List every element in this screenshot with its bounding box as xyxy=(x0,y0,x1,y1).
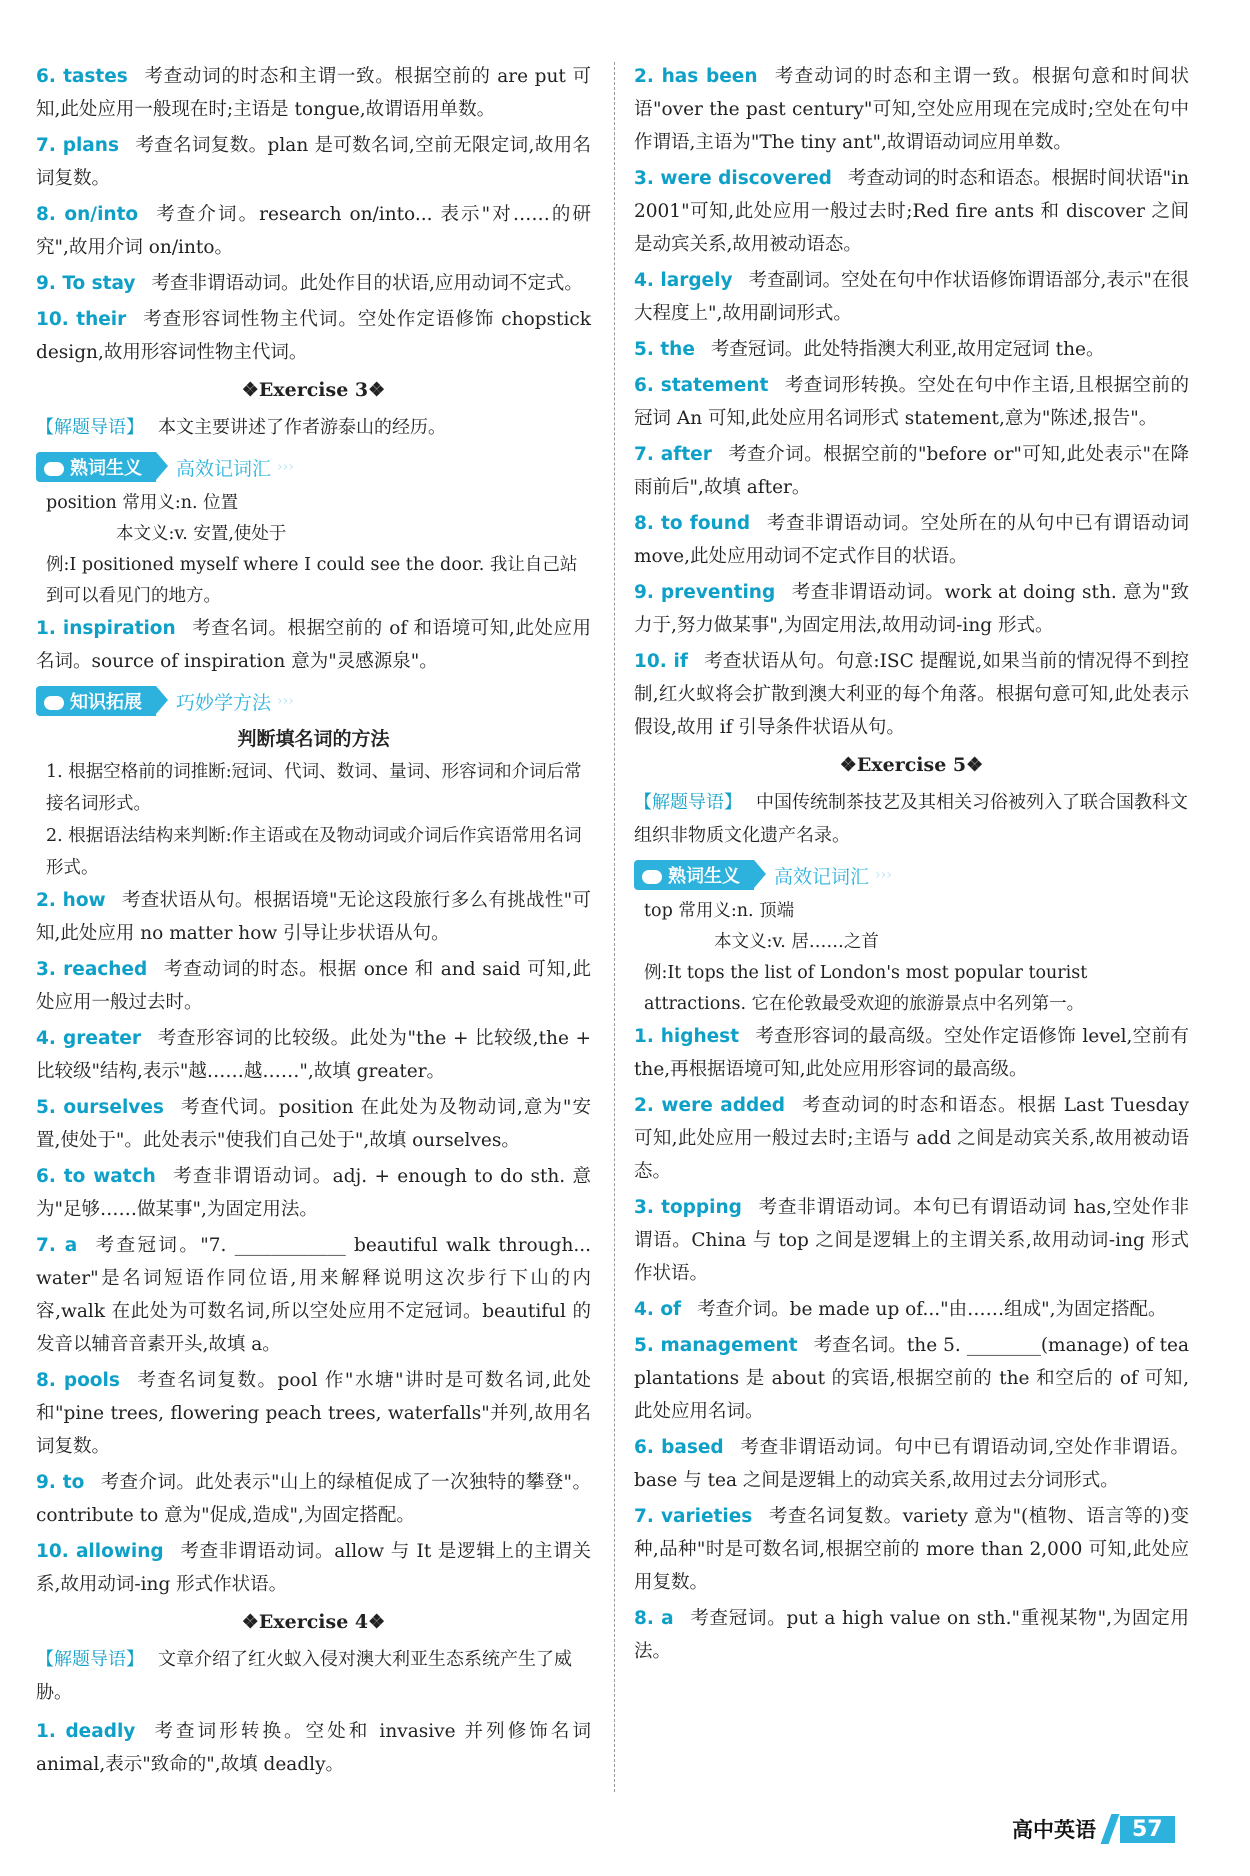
answer-item xyxy=(36,1022,591,1088)
left-column xyxy=(36,60,591,1784)
answer-key: 9. To stay xyxy=(36,273,136,294)
answer-key: 6. statement xyxy=(634,375,769,396)
answer-explanation: 考查非谓语动词。本句已有谓语动词 has,空处作非谓语。China 与 top 之间是逻辑上的主谓关系,故用动词-ing 形式作状语。 xyxy=(634,1197,1189,1284)
answer-key: 7. varieties xyxy=(634,1506,753,1527)
answer-key: 6. to watch xyxy=(36,1166,156,1187)
answer-key: 5. the xyxy=(634,339,695,360)
answer-key: 9. to xyxy=(36,1472,85,1493)
guide-note xyxy=(36,411,591,444)
knowledge-banner xyxy=(36,684,591,718)
answer-explanation: 考查词形转换。空处和 invasive 并列修饰名词 animal,表示"致命的",故填 deadly。 xyxy=(36,1721,591,1775)
answer-item xyxy=(634,1431,1189,1497)
answer-key: 4. largely xyxy=(634,270,733,291)
answer-item xyxy=(36,1229,591,1361)
answer-key: 2. were added xyxy=(634,1095,786,1116)
answer-explanation: 考查介词。此处表示"山上的绿植促成了一次独特的攀登"。contribute to 意为"促成,造成",为固定搭配。 xyxy=(36,1472,591,1526)
answer-key: 10. allowing xyxy=(36,1541,164,1562)
answer-explanation: 考查非谓语动词。adj. + enough to do sth. 意为"足够……做某事",为固定用法。 xyxy=(36,1166,591,1220)
answer-item xyxy=(634,576,1189,642)
answer-explanation: 考查动词的时态和语态。根据时间状语"in 2001"可知,此处应用一般过去时;Red fire ants 和 discover 之间是动宾关系,故用被动语态。 xyxy=(634,168,1190,255)
answer-item xyxy=(36,267,591,300)
footer-subject: 高中英语 xyxy=(1012,1818,1096,1842)
answer-explanation: 考查非谓语动词。work at doing sth. 意为"致力于,努力做某事",为固定用法,故用动词-ing 形式。 xyxy=(634,582,1189,636)
answer-key: 8. on/into xyxy=(36,204,139,225)
answer-key: 4. greater xyxy=(36,1028,141,1049)
answer-item xyxy=(36,1160,591,1226)
vocab-line: position 常用义:n. 位置 xyxy=(46,493,239,513)
guide-note xyxy=(36,1643,591,1709)
banner-tag-text: 熟词生义 xyxy=(668,866,740,887)
vocab-box xyxy=(36,488,591,612)
answer-explanation: 考查介词。根据空前的"before or"可知,此处表示"在降雨前后",故填 after。 xyxy=(634,444,1189,498)
answer-explanation: 考查副词。空处在句中作状语修饰谓语部分,表示"在很大程度上",故用副词形式。 xyxy=(634,270,1189,324)
guide-note xyxy=(634,786,1189,852)
answer-item xyxy=(634,1500,1189,1599)
answer-key: 1. highest xyxy=(634,1026,740,1047)
answer-item xyxy=(36,1535,591,1601)
answer-item xyxy=(634,1293,1189,1326)
guide-label: 【解题导语】 xyxy=(36,1649,144,1670)
footer-slash-decoration xyxy=(1101,1814,1120,1844)
answer-explanation: 考查形容词的比较级。此处为"the + 比较级,the + 比较级"结构,表示"越……越……",故填 greater。 xyxy=(36,1028,591,1082)
answer-explanation: 考查形容词性物主代词。空处作定语修饰 chopstick design,故用形容词性物主代词。 xyxy=(36,309,591,363)
answer-item xyxy=(634,369,1189,435)
answer-item xyxy=(36,198,591,264)
answer-explanation: 考查介词。research on/into... 表示"对……的研究",故用介词 on/into。 xyxy=(36,204,591,258)
answer-key: 2. how xyxy=(36,890,106,911)
answer-item xyxy=(634,1089,1189,1188)
answer-explanation: 考查非谓语动词。allow 与 It 是逻辑上的主谓关系,故用动词-ing 形式作状语。 xyxy=(36,1541,591,1595)
answer-explanation: 考查冠词。"7. ____________ beautiful walk through... water"是名词短语作同位语,用来解释说明这次步行下山的内容,walk 在此处为可数名词,所以空处应用不定冠词。beautiful 的发音以辅音音素开头,故填 a。 xyxy=(36,1235,591,1355)
vocab-banner xyxy=(634,858,1189,892)
answer-key: 8. to found xyxy=(634,513,751,534)
answer-item xyxy=(36,1091,591,1157)
answer-key: 8. a xyxy=(634,1608,674,1629)
answer-explanation: 考查状语从句。根据语境"无论这段旅行多么有挑战性"可知,此处应用 no matter how 引导让步状语从句。 xyxy=(36,890,591,944)
banner-tag-text: 熟词生义 xyxy=(70,458,142,479)
answer-item xyxy=(634,264,1189,330)
bubble-icon xyxy=(642,870,662,884)
answer-item xyxy=(634,1191,1189,1290)
arrows-icon: ››› xyxy=(875,867,892,883)
answer-explanation: 考查动词的时态。根据 once 和 and said 可知,此处应用一般过去时。 xyxy=(36,959,592,1013)
vocab-line: 例:It tops the list of London's most popular tourist attractions. 它在伦敦最受欢迎的旅游景点中名列第一。 xyxy=(644,963,1088,1014)
answer-explanation: 考查动词的时态和主谓一致。根据空前的 are put 可知,此处应用一般现在时;主语是 tongue,故谓语用单数。 xyxy=(36,66,591,120)
answer-explanation: 考查名词复数。variety 意为"(植物、语言等的)变种,品种"时是可数名词,根据空前的 more than 2,000 可知,此处应用复数。 xyxy=(634,1506,1190,1593)
answer-item xyxy=(634,645,1189,744)
answer-explanation: 考查名词。the 5. ________(manage) of tea plantations 是 about 的宾语,根据空前的 the 和空后的 of 可知,此处应用名词。 xyxy=(634,1335,1189,1422)
answer-key: 3. reached xyxy=(36,959,148,980)
answer-item xyxy=(36,1715,591,1781)
answer-key: 7. a xyxy=(36,1235,78,1256)
answer-explanation: 考查介词。be made up of..."由……组成",为固定搭配。 xyxy=(697,1299,1167,1320)
answer-item xyxy=(36,884,591,950)
answer-key: 10. their xyxy=(36,309,127,330)
vocab-banner xyxy=(36,450,591,484)
answer-item xyxy=(36,612,591,678)
banner-tag xyxy=(634,860,754,890)
answer-item xyxy=(634,60,1189,159)
answer-key: 1. inspiration xyxy=(36,618,176,639)
answer-item xyxy=(634,333,1189,366)
answer-item xyxy=(634,507,1189,573)
bubble-icon xyxy=(44,462,64,476)
guide-text: 中国传统制茶技艺及其相关习俗被列入了联合国教科文组织非物质文化遗产名录。 xyxy=(634,792,1188,846)
answer-explanation: 考查非谓语动词。此处作目的状语,应用动词不定式。 xyxy=(151,273,583,294)
answer-key: 3. were discovered xyxy=(634,168,832,189)
column-divider xyxy=(614,62,615,1792)
arrows-icon: ››› xyxy=(277,693,294,709)
answer-explanation: 考查形容词的最高级。空处作定语修饰 level,空前有 the,再根据语境可知,此处应用形容词的最高级。 xyxy=(634,1026,1190,1080)
method-line: 1. 根据空格前的词推断:冠词、代词、数词、量词、形容词和介词后常接名词形式。 xyxy=(46,762,582,814)
answer-explanation: 考查动词的时态和语态。根据 Last Tuesday 可知,此处应用一般过去时;主语与 add 之间是动宾关系,故用被动语态。 xyxy=(634,1095,1189,1182)
answer-explanation: 考查非谓语动词。句中已有谓语动词,空处作非谓语。base 与 tea 之间是逻辑上的动宾关系,故用过去分词形式。 xyxy=(634,1437,1189,1491)
answer-key: 5. ourselves xyxy=(36,1097,164,1118)
answer-key: 7. after xyxy=(634,444,712,465)
answer-explanation: 考查动词的时态和主谓一致。根据句意和时间状语"over the past century"可知,空处应用现在完成时;空处在句中作谓语,主语为"The tiny ant",故谓语动词应用单数。 xyxy=(634,66,1189,153)
answer-item xyxy=(36,129,591,195)
right-column xyxy=(634,60,1189,1671)
answer-explanation: 考查非谓语动词。空处所在的从句中已有谓语动词 move,此处应用动词不定式作目的状语。 xyxy=(634,513,1189,567)
answer-explanation: 考查名词复数。pool 作"水塘"讲时是可数名词,此处和"pine trees, flowering peach trees, waterfalls"并列,故用名词复数。 xyxy=(36,1370,591,1457)
answer-item xyxy=(36,953,591,1019)
answer-key: 2. has been xyxy=(634,66,758,87)
answer-item xyxy=(634,1602,1189,1668)
answer-item xyxy=(634,438,1189,504)
answer-key: 1. deadly xyxy=(36,1721,136,1742)
answer-key: 7. plans xyxy=(36,135,119,156)
page-footer xyxy=(1012,1814,1175,1844)
answer-key: 8. pools xyxy=(36,1370,120,1391)
answer-item xyxy=(36,60,591,126)
answer-key: 4. of xyxy=(634,1299,682,1320)
answer-key: 9. preventing xyxy=(634,582,776,603)
vocab-box xyxy=(634,896,1189,1020)
vocab-line: 例:I positioned myself where I could see the door. 我让自己站到可以看见门的地方。 xyxy=(46,555,578,606)
method-line: 2. 根据语法结构来判断:作主语或在及物动词或介词后作宾语常用名词形式。 xyxy=(46,826,582,878)
guide-label: 【解题导语】 xyxy=(634,792,742,813)
answer-key: 10. if xyxy=(634,651,688,672)
exercise-heading: ❖Exercise 5❖ xyxy=(839,754,984,776)
exercise-heading: ❖Exercise 4❖ xyxy=(241,1611,386,1633)
vocab-line: 本文义:v. 居……之首 xyxy=(714,932,879,952)
guide-label: 【解题导语】 xyxy=(36,417,144,438)
exercise-heading: ❖Exercise 3❖ xyxy=(241,379,386,401)
answer-item xyxy=(634,162,1189,261)
answer-key: 3. topping xyxy=(634,1197,742,1218)
guide-text: 文章介绍了红火蚁入侵对澳大利亚生态系统产生了威胁。 xyxy=(36,1649,572,1703)
banner-subtitle: 巧妙学方法 xyxy=(176,691,272,714)
answer-explanation: 考查词形转换。空处在句中作主语,且根据空前的冠词 An 可知,此处应用名词形式 statement,意为"陈述,报告"。 xyxy=(634,375,1189,429)
answer-explanation: 考查名词。根据空前的 of 和语境可知,此处应用名词。source of inspiration 意为"灵感源泉"。 xyxy=(36,618,591,672)
answer-explanation: 考查名词复数。plan 是可数名词,空前无限定词,故用名词复数。 xyxy=(36,135,591,189)
answer-explanation: 考查代词。position 在此处为及物动词,意为"安置,使处于"。此处表示"使我们自己处于",故填 ourselves。 xyxy=(36,1097,591,1151)
answer-key: 6. tastes xyxy=(36,66,128,87)
banner-subtitle: 高效记词汇 xyxy=(176,457,272,480)
page-number: 57 xyxy=(1120,1816,1175,1843)
banner-tag xyxy=(36,452,156,482)
answer-explanation: 考查状语从句。句意:ISC 提醒说,如果当前的情况得不到控制,红火蚁将会扩散到澳大利亚的每个角落。根据句意可知,此处表示假设,故用 if 引导条件状语从句。 xyxy=(634,651,1189,738)
banner-subtitle: 高效记词汇 xyxy=(774,865,870,888)
answer-item xyxy=(36,1364,591,1463)
answer-key: 5. management xyxy=(634,1335,798,1356)
answer-key: 6. based xyxy=(634,1437,724,1458)
arrows-icon: ››› xyxy=(277,459,294,475)
answer-item xyxy=(36,1466,591,1532)
banner-tag-text: 知识拓展 xyxy=(70,692,142,713)
answer-explanation: 考查冠词。put a high value on sth."重视某物",为固定用法。 xyxy=(634,1608,1190,1662)
vocab-line: 本文义:v. 安置,使处于 xyxy=(116,524,287,544)
method-title: 判断填名词的方法 xyxy=(237,728,390,750)
vocab-line: top 常用义:n. 顶端 xyxy=(644,901,795,921)
guide-text: 本文主要讲述了作者游泰山的经历。 xyxy=(158,417,446,438)
answer-item xyxy=(634,1020,1189,1086)
method-box xyxy=(36,756,591,884)
answer-explanation: 考查冠词。此处特指澳大利亚,故用定冠词 the。 xyxy=(710,339,1105,360)
banner-tag xyxy=(36,686,156,716)
answer-item xyxy=(36,303,591,369)
answer-item xyxy=(634,1329,1189,1428)
bubble-icon xyxy=(44,696,64,710)
